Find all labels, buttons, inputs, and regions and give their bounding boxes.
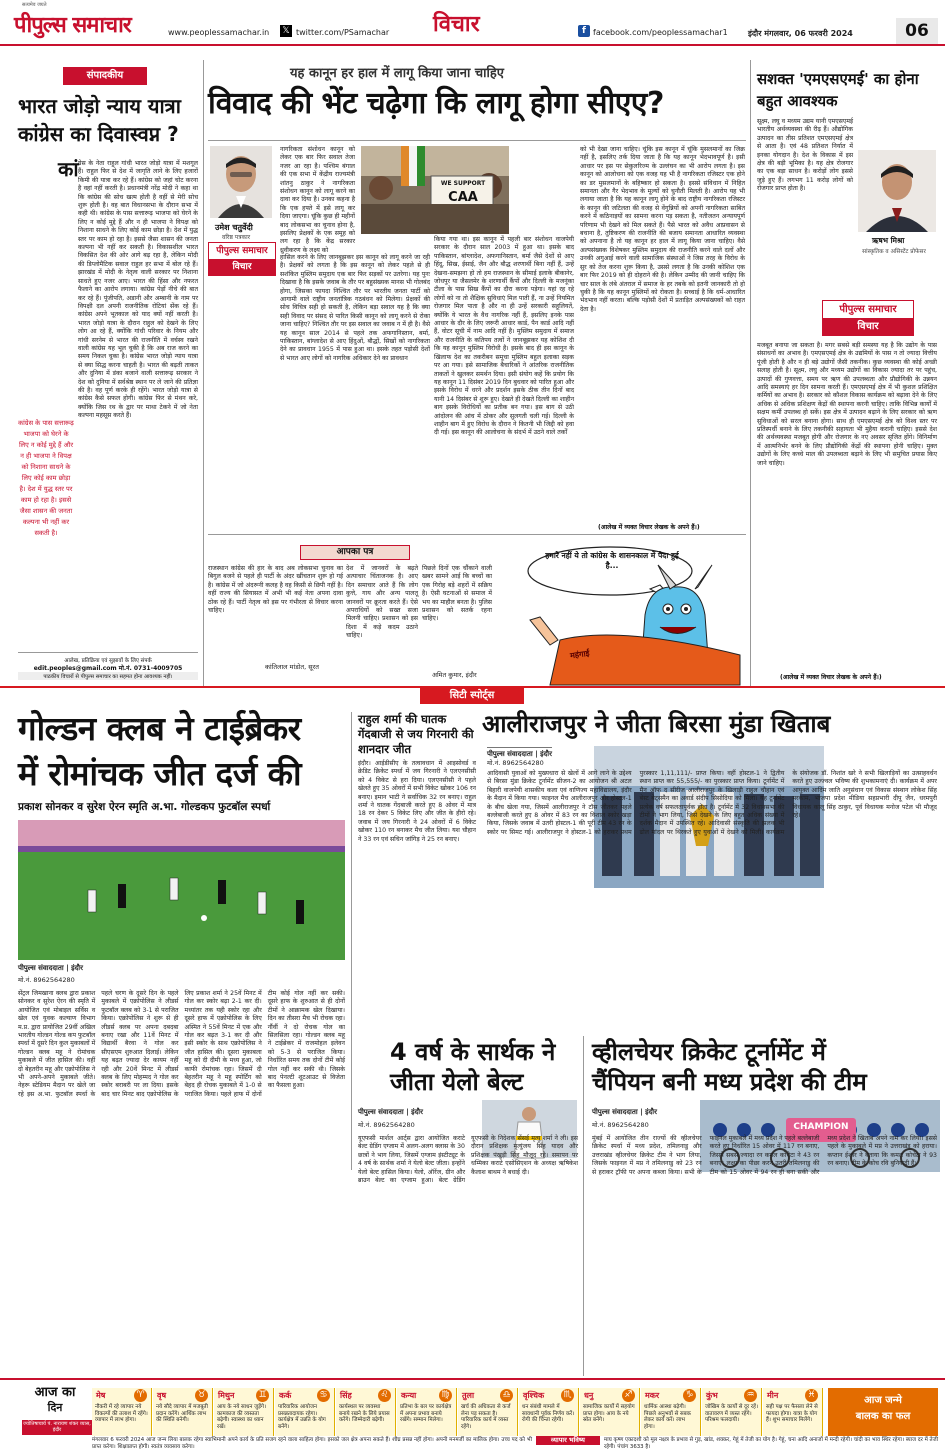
cartoon-saree-text: महंगाई xyxy=(569,648,591,661)
birsa-phone: मो.नं. 8962564280 xyxy=(487,759,544,767)
editorial-dropcap: कां xyxy=(58,157,79,181)
letters-col-2: देश में जानवरों के बढ़ते अत्याचार चिंताजनक है। आए दिन समाचार आते हैं कि लोग कुत्ते, गाय और अन्य पालतू जानवरों पर क्रूरता करते हैं। ऐसे अपराधियों को सख्त सजा मिलनी चाहिए। प्रशासन को इस दिशा में कड़े कदम उठाने चाहिए। xyxy=(346,565,418,640)
football-headline-1: गोल्डन क्लब ने टाईब्रेकर xyxy=(18,709,301,748)
rashi-text: खर्च की अधिकता से कर्ज लेना पड़ सकता है। पारिवारिक कार्य में व्यस्त रहेंगे। xyxy=(461,1404,511,1430)
cancer-icon: ♋ xyxy=(317,1389,330,1402)
msme-badge xyxy=(822,300,914,336)
editorial-title: भारत जोड़ो न्याय यात्रा कांग्रेस का दिवास्वप्न ? xyxy=(18,94,181,146)
rashi-simha xyxy=(336,1388,396,1436)
football-byline-city: इंदौर xyxy=(71,964,83,972)
twitter-link[interactable]: twitter.com/PSamachar xyxy=(296,28,390,37)
lead-author-role: वरिष्ठ पत्रकार xyxy=(222,234,251,241)
birsa-byline: पीपुल्स संवाददाता | इंदौर xyxy=(487,747,552,759)
lead-kicker: यह कानून हर हाल में लागू किया जाना चाहिए xyxy=(290,66,504,81)
msme-note: (आलेख में व्यक्त विचार लेखक के अपने हैं।) xyxy=(780,674,882,681)
rashi-meen xyxy=(763,1388,823,1436)
lead-col-2: हासिल करने के लिए जानबूझकर इस कानून को लागू करने जा रही है। प्रेक्षकों को लगता है कि इस कानून को लेकर पहले से ही सशंकित मुस्लिम समुदाय एक बार फिर सड़कों पर उतरेगा। यह पुनः दिखावा है कि इसके जवाब के तौर पर बहुसंख्यक मानस भी गोलबंद होगा, जिसका फायदा निश्चित तौर पर भारतीय जनता पार्टी को आगामी वाले राष्ट्रीय जनतांत्रिक गठबंधन को मिलेगा। प्रेक्षकों की सोच विचित्र सही हो सकती है, लेकिन बड़ा सवाल यह है कि क्या सही विवाद पर संसद से पारित किसी कानून को लागू करने से रोका जाना चाहिए? निश्चित तौर पर इस सवाल का जवाब न में ही है। वैसे यह कानून साल 2014 से पहले तक अफगानिस्तान, बर्मा, पाकिस्तान, बांग्लादेश से आए हिंदुओं, बौद्धों, सिखों को नागरिकता देने का प्रावधान 1955 में पास हुआ था। इसके तहत पड़ोसी देशों से भारत आए लोगों को नागरिक अधिकार देने का प्रावधान xyxy=(280,254,430,362)
website-link[interactable]: www.peoplessamachar.in xyxy=(168,28,270,37)
rashi-text: प्रतिभा के बल पर कार्यक्षेत्र में अपना प्रभाव बनाये रखेंगे। सम्मान मिलेगा। xyxy=(400,1404,452,1424)
lead-badge-label: विचार xyxy=(209,259,275,275)
lead-col-3: किया गया था। इस कानून में पहली बार संशोधन वाजपेयी सरकार के दौरान साल 2003 में हुआ था। इसके बाद पाकिस्तान, बांग्लादेश, अफगानिस्तान, बर्मा जैसे देशों से आए हिंदू, सिख, ईसाई, जैन और बौद्ध शरणार्थी बिना नहीं हैं, उन्हें देखना-समझना हो तो हम राजस्थान के सीमाई इलाके बीकानेर, जोधपुर या जैसलमेर के शरणार्थी कैंपों और दिल्ली के मजनूंका टीला के पास सिख कैंपों का दौरा करना पड़ेगा। यहां रह रहे लोगों को ना तो शैक्षिक सुविधाएं मिल पाती हैं, ना उन्हें नियमित रोजगार मिल पाता है और ना ही उन्हें सरकारी सहूलियतें, क्योंकि ये भारत के वैध नागरिक नहीं हैं, इसलिए इनके पास आधार के दौर के लिए जरूरी आधार कार्ड, पैन कार्ड आदि नहीं हैं, वोटर सूची में नाम आदि नहीं है। मुस्लिम समुदाय में समाज और राजनीति के कतिपय तत्वों ने जानबूझकर यह कोशिश दी कि यह कानून मुस्लिम विरोधी है। इसके बाद ही इस कानून के खिलाफ देश का तकरीबन समूचा मुस्लिम बहुल इलाका सड़क पर आ गया। इसे सामाजिक बैचारिकों ने आंतरिक राजनीतिक ताकतों ने खुलकर समर्थन दिया। इसी संयोग कहें कि प्रयोग कि यह कानून 11 दिसंबर 2019 दिन बुधवार को पारित हुआ और इसके विरोध में धरने और प्रदर्शन इसके ठीक तीन दिनों बाद यानी 14 दिसंबर से शुरू हुए। देखते ही देखते दिल्ली का शाहीन बाग इसके विरोधियों का प्रतीक बन गया। इस बाग से उठी आंदोलन की आंच में ठोकर और सुलगती चली गई। दिल्ली के शाहीन बाग में हुए विरोध के दौरान ने कितनी भी जिद्दी को हवा दी गई। इस कानून की आलोचना के संदर्भ में उठने वाले तर्कों xyxy=(434,236,574,437)
dateline: इंदौर मंगलवार, 06 फरवरी 2024 xyxy=(748,29,853,38)
rashi-name: तुला xyxy=(462,1391,475,1400)
aquarius-icon: ♒ xyxy=(744,1389,757,1402)
rashi-mithun xyxy=(214,1388,274,1436)
libra-icon: ♎ xyxy=(500,1389,513,1402)
business-text: माघ कृष्ण एकादशी को मूल नक्षत्र के प्रभाव से गुड़, खांड, शक्कर, गेहूं में तेजी का योग है। गेहूं, चना आदि अनाजों में मन्दी रहेगी। चांदी का भाव स्थिर रहेगा। ब्याज दर में तेजी रहेगी। पंचांग 3633 है। xyxy=(604,1437,938,1450)
lead-col-4: को भी देखा जाना चाहिए। चूंकि इस कानून में चूंकि मुसलमानों का जिक्र नहीं है, इसलिए तर्क दिया जाता है कि यह कानून भेदभावपूर्ण है। इसी आधार पर इस पर सेकुलरिज्म के उल्लंघन का भी आरोप लगता है। इस कानून को आलोचना को एक वजह यह भी है नागरिकता रजिस्टर एक होने का डर मुसलमानों के बहिष्कार हो सकता है। इससे संविधान में निहित समानता और गैर भेदभाव के मूल्यों को चुनौती मिलती है। आरोप यह भी लगाया जाता है कि यह कानून लागू होने के बाद राष्ट्रीय नागरिकता रजिस्टर के कानून की जटिलता की वजह से वेंगुन्नियों को अपनी नागरिकता साबित करने में कठिनाइयों का सामना करना पड़ सकता है, नतीजतन अन्यायपूर्ण परिणाम भी देखने को मिल सकते हैं। पैसे भारत को अवैध आप्रवासन से बचाना है, तुष्टिकरण की राजनीति की बजाय समानता आधारित व्यवस्था को अपनाना है तो यह कानून हर हाल में लागू किया जाना चाहिए। वैसे अल्पसंख्यक विशेषकर मुस्लिम समुदाय की राजनीति करने वाले दलों और उनकी अगुआई करने वाली सामाजिक संस्थाओं ने जिस तरह के विरोध के सुर को तेज करना शुरू किया है, उससे लगता है कि उनकी कोशिश एक बार फिर 2019 को ही दोहराने की है। लेकिन उम्मीद की जानी चाहिए कि चार साल के लंबे अंतराल में समाज के हर तबके को इतनी जानकारी तो हो चुकी है कि यह कानून मुस्लिमों को रोकता है। सच्चाई है कि धर्म-आधारित भेदभाव नहीं करता। बल्कि पड़ोसी देशों में प्रताड़ित अल्पसंख्यकों को राहत देता है। xyxy=(580,146,745,313)
msme-badge-logo: पीपुल्स समाचार xyxy=(839,304,897,315)
rashi-text: धार्मिक आस्था बढ़ेगी। पिछले अनुभवों से सबक लेकर कार्य करें। लाभ होगा। xyxy=(644,1404,691,1430)
msme-headline: सशक्त 'एमएसएमई' का होना बहुत आवश्यक xyxy=(757,70,919,110)
lead-headline: विवाद की भेंट चढ़ेगा कि लागू होगा सीएए? xyxy=(208,86,664,121)
rashi-text: नये सौदे व्यापार में मजबूती प्रदान करेंगे। आर्थिक लाभ की स्थिति बनेगी। xyxy=(156,1404,208,1424)
rashi-vrishchik xyxy=(519,1388,579,1436)
rashi-name: कर्क xyxy=(279,1391,292,1400)
rashi-text: धन संबंधी मामले में सावधानी पूर्वक निर्णय करें। रोगी की चिन्ता रहेगी। xyxy=(522,1404,575,1424)
business-label: व्यापार भविष्य xyxy=(536,1436,600,1445)
rashi-name: वृश्चिक xyxy=(523,1391,545,1400)
msme-badge-label: विचार xyxy=(823,318,913,335)
lead-badge xyxy=(208,242,276,276)
birth-text: मंगलवार 6 फरवरी 2024 आज जन्म लिया बालक रहेगा स्वाभिमानी अपने कार्य के प्रति सजग रहने वाला साहित्य होगा। इसको जल क्षेत्र अपना सकते हैं। शीघ्र प्रसन्न नहीं होगा। अपनी मनमर्जी का मालिक होगा। उच्च पद को भी प्राप्त करेगा। शिक्षाप्राप्त होगी। स्वतंत्र व्यवसाय करेगा। xyxy=(92,1437,532,1450)
page-number: 06 xyxy=(896,18,938,44)
editorial-label: संपादकीय xyxy=(63,67,147,85)
rashi-vrish xyxy=(153,1388,213,1436)
pisces-icon: ♓ xyxy=(805,1389,818,1402)
footer-line-1: आलेख, प्रतिक्रिया एवं सुझावों के लिए संपर्क xyxy=(64,658,152,664)
rashi-name: मकर xyxy=(645,1391,660,1400)
birsa-byline-name: पीपुल्स संवाददाता xyxy=(487,750,533,758)
footer-email[interactable]: edit.peoples@gmail.com मो.नं. 0731-4009705 xyxy=(33,665,183,672)
rashifal-title-2: दिन xyxy=(47,1401,63,1414)
karate-byline-city: इंदौर xyxy=(411,1108,423,1116)
rashi-text: सही पक्ष पर फैसला लेने से फायदा होगा। यात्रा के योग हैं। शुभ समाचार मिलेंगे। xyxy=(766,1404,818,1424)
wheelchair-byline-name: पीपुल्स संवाददाता xyxy=(592,1108,638,1116)
rashi-dhanu xyxy=(580,1388,640,1436)
placard-line-2: CAA xyxy=(448,190,478,205)
cartoon-bubble: हमारे नहीं ये तो कांग्रेस के शासनकाल में पैदा हुई है... xyxy=(545,551,679,570)
rashifal-title-box xyxy=(20,1384,90,1420)
rashi-text: पारिवारिक आयोजन प्रसन्नतादायक रहेगा। कार्यक्षेत्र में उन्नति के योग बनेंगे। xyxy=(278,1404,326,1430)
placard-line-1: WE SUPPORT xyxy=(440,180,486,187)
facebook-link[interactable]: facebook.com/peoplessamachar1 xyxy=(593,28,728,37)
author-photo xyxy=(210,146,272,218)
rashi-kanya xyxy=(397,1388,457,1436)
letters-sign-2: अमित कुमार, इंदौर xyxy=(432,671,477,679)
football-subhead: प्रकाश सोनकर व सुरेश ऐरन स्मृति अ.भा. गोल्डकप फुटबॉल स्पर्धा xyxy=(18,801,271,813)
editorial-footer xyxy=(18,652,198,688)
cricket-body: इंदौर। आईडीसीए के तत्वावधान में आइसोवर्ड व क्रेडिट क्रिकेट स्पर्धा में जय गिरनारी ने एलएनसीसी को 4 विकेट से हरा दिया। एलएनसीसी ने पहले खेलते हुए 35 ओवरों में सभी विकेट खोकर 106 रन बनाए। इमान भाटी ने सर्वाधिक 32 रन बनाए। राहुल शर्मा ने घातक गेंदबाजी करते हुए 8 ओवर में मात्र 18 रन देकर 5 विकेट लिए और जीत के हीरो रहे। जवाब में जय गिरनारी ने 24 ओवरों में 6 विकेट खोकर 110 रन बनाकर मैच जीत लिया। यश चौहान ने 33 रन एवं सचिन जांगिड़ ने 25 रन बनाए। xyxy=(358,760,476,843)
section-title: विचार xyxy=(433,12,480,37)
football-photo xyxy=(18,820,345,960)
birsa-body: आदिवासी युवाओं को मुख्यधारा से खेलों में आगे लाने के उद्देश्य से बिरसा मुंडा क्रिकेट टूर्नामेंट सीजन-2 का आयोजन श्री अटल बिहारी वाजपेयी शासकीय कला एवं वाणिज्य महाविद्यालय, इंदौर के मैदान में किया गया। फाइनल मैच आलीराजपुर और होस्टल-1 के बीच खेला गया, जिसमें आलीराजपुर ने टॉस जीतकर पहले बल्लेबाजी करते हुए 8 ओवर में 83 रन का विशाल स्कोर खड़ा किया, जिसके जवाब में उतरी होस्टल-1 की पूरी टीम 43 रन के स्कोर पर सिमट गई। आलीराजपुर ने होस्टल-1 को हराकर प्रथम पुरस्कार 1,11,111/- प्राप्त किया। वहीं होस्टल-1 ने द्वितीय स्थान प्राप्त कर 55,555/- का पुरस्कार प्राप्त किया। टूर्नामेंट में मैन ऑफ द सीरीज आलीराजपुर के खिलाड़ी राहुल चौहान एवं बेस्ट बेट्समैन का अवार्ड संदीप सिसोदिया को मिला। यह टूर्नामेंट प्रत्येक वर्ष सफलतापूर्वक होता है। टूर्नामेंट में 32 विधानसभा की टीमों ने भाग लिया, जिसे देखने के लिए बहुत अधिक संख्या में दर्शक मैदान में उपस्थित रहे। आदिवासी संस्कृति की झलक भी ढोल मांदल पर थिरकते हुए युवाओं में देखने को मिली। कार्यक्रम के संयोजक डॉ. निशांत खरे ने सभी खिलाड़ियों का उत्साहवर्धन करते हुए उज्ज्वल भविष्य की शुभकामनाएं दी। कार्यक्रम में अपर आयुक्त आदिम जाति अनुसंधान एवं विकास संस्थान लोकेश सिंह मरकाम, भाजपा प्रदेश मीडिया सहप्रभारी दीपू जैन, धरमपुरी विधायक कालू सिंह ठाकुर, पूर्व विधायक मनोज पटेल भी मौजूद रहे। xyxy=(487,770,937,836)
birsa-byline-city: इंदौर xyxy=(540,750,552,758)
rashi-name: कन्या xyxy=(401,1391,417,1400)
wheelchair-photo-banner: CHAMPION xyxy=(793,1122,849,1132)
masthead-logo[interactable]: पीपुल्स समाचार xyxy=(14,13,131,38)
football-byline-name: पीपुल्स संवाददाता xyxy=(18,964,64,972)
rashi-mesh xyxy=(92,1388,152,1436)
lead-badge-logo: पीपुल्स समाचार xyxy=(216,246,268,256)
karate-phone: मो.नं. 8962564280 xyxy=(358,1121,415,1129)
capricorn-icon: ♑ xyxy=(683,1389,696,1402)
msme-author-role: सांस्कृतिक व असिस्टेंट प्रोफेसर xyxy=(862,249,926,255)
rashi-text: नौकरी में रहे व्यापार नये विकल्पों की तलाश में रहेंगे। व्यापार में लाभ होगा। xyxy=(95,1404,148,1424)
rashi-makar xyxy=(641,1388,701,1436)
football-phone: मो.नं. 8962564280 xyxy=(18,976,75,984)
editorial-pullquote: कांग्रेस के पास सत्तारूढ़ भाजपा को घेरने के लिए न कोई मुद्दे हैं और न ही भाजपा ने विपक्ष को निशाना साधने के लिए कोई काम छोड़ा है। देश में युद्ध स्तर पर काम हो रहा है। इससे जैसा शासन की जनता कल्पना भी नहीं कर सकती है। xyxy=(18,419,74,537)
cricket-headline: राहुल शर्मा की घातक गेंदबाजी से जय गिरनारी की शानदार जीत xyxy=(358,712,474,756)
masthead-tagline: सत्यमेव जयते xyxy=(22,2,47,8)
rashi-name: वृष xyxy=(157,1391,167,1400)
wheelchair-headline-2: चैंपियन बनी मध्य प्रदेश की टीम xyxy=(592,1068,867,1096)
football-byline: पीपुल्स संवाददाता | इंदौर xyxy=(18,964,83,972)
birth-title-2: बालक का फल xyxy=(855,1411,911,1422)
football-body: सेंट्रल जिमखाना क्लब द्वारा प्रकाश सोनकर व सुरेश ऐरन की स्मृति में आयोजित एवं मोबाइल सर्विस व खेल एवं युवक कल्याण विभाग म.प्र. द्वारा प्रायोजित 29वीं अखिल भारतीय गोल्डन गोल्ड कप फुटबॉल स्पर्धा में दूसरे दिन कुल मुकाबलों में गोल्डन क्लब महू ने रोमांचक मुकाबले में जीत हासिल की। वहीं दो बेहतरीन महू और एक्रोपोलिस ने भी अपने-अपने मुकाबले जीते। नेहरू स्टेडियम मैदान पर खेले जा रहे इस अ.भा. फुटबॉल स्पर्धा के पहले चरण के दूसरे दिन के पहले मुकाबले में एक्रोपोलिस ने लीडर्स फुटबॉल क्लब को 3-1 से पराजित किया। एक्रोपोलिस ने शुरू से ही लीडर्स क्लब पर अपना दबदबा बनाए रखा और 11वें मिनट में विद्यार्थी बैरवा ने गोल कर सीएसएम शुरुआत दिलाई। लेकिन यह बढ़त ज्यादा देर कायम नहीं रही और 20वें मिनट में लीडर्स क्लब के लिए मोहम्मद ने गोल कर स्कोर बराबरी पर ला दिया। इसके बाद चार मिनट बाद एक्रोपोलिस के लिए प्रकाश शर्मा ने 25वें मिनट में गोल कर स्कोर बढ़ा 2-1 कर दी। मध्यांतर तक यही स्कोर रहा और दूसरे हाफ में एक्रोपोलिस के लिए अस्मित ने 55वें मिनट में एक और गोल कर बढ़त 3-1 कर दी और इसी स्कोर के साथ एक्रोपोलिस ने जीत हासिल की। दूसरा मुकाबला महू को दी दीमी के मध्य हुआ, जो काफी रोमांचक रहा। जिसमें दी बेहतरीन महू ने महू स्पोर्टिंग को बेहद ही रोचक मुकाबले में 1-0 से पराजित किया। पहले हाफ में दोनों टीम कोई गोल नहीं कर सकी। दूसरे हाफ के शुरुआत से ही दोनों टीमों ने आक्रामक खेल दिखाया। दिन का तीसरा मैच भी रोचक रहा। नौंवीं ने दो रोचक गोल का सिलसिला रहा। गोल्डन क्लब महू ने टाईब्रेकर में राजमोहल इलेवन को 5-3 से पराजित किया। निर्धारित समय तक दोनों टीमें कोई गोल नहीं कर सकी थी। जिसके बाद पेनल्टी शूटआउट से विजेता का फैसला हुआ। xyxy=(18,990,345,1098)
karate-headline-2: जीता येलो बेल्ट xyxy=(390,1068,524,1096)
virgo-icon: ♍ xyxy=(439,1389,452,1402)
rashifal-title-1: आज का xyxy=(34,1385,76,1400)
birsa-headline: आलीराजपुर ने जीता बिरसा मुंडा खिताब xyxy=(482,710,831,738)
lead-col-1: नागरिकता संशोधन कानून को लेकर एक बार फिर सवाल तेजा नजर आ रहा है। पश्चिम बंगाल की एक सभा में केंद्रीय राज्यमंत्री शांतनु ठाकुर ने नागरिकता संशोधन कानून को लागू करने का दावा कर दिया है। उनका कहना है कि एक हफ्ते में इसे लागू कर दिया जाएगा। चूंकि कुछ ही महीनों बाद लोकसभा का चुनाव होना है, इसलिए प्रेक्षकों के एक समूह को लग रहा है कि केंद्र सरकार ध्रुवीकरण के लक्ष्य को xyxy=(280,146,355,254)
rashi-name: मिथुन xyxy=(218,1391,235,1400)
karate-byline: पीपुल्स संवाददाता | इंदौर xyxy=(358,1108,423,1116)
rashi-kark xyxy=(275,1388,335,1436)
rashi-text: सामाजिक कार्यों में सहयोग प्राप्त होगा। आय के नये स्रोत बनेंगे। xyxy=(583,1404,635,1424)
karate-headline-1: 4 वर्ष के सार्थक ने xyxy=(390,1038,556,1066)
rashi-text: आय के नये साधन जुड़ेंगे। कामकाज की व्यस्तता बढ़ेगी। स्वास्थ्य का ध्यान रखें। xyxy=(217,1404,267,1430)
letters-title: आपका पत्र xyxy=(300,545,410,560)
football-headline-2: में रोमांचक जीत दर्ज की xyxy=(18,754,302,793)
sports-bar xyxy=(0,686,945,704)
x-icon: 𝕏 xyxy=(280,25,292,37)
karate-body: यूएफसी मार्शल आर्ट्स द्वारा आयोजित कराटे बेल्ट ग्रेडिंग एग्जाम में अलग-अलग क्लास के 30 छात्रों ने भाग लिया, जिसमें एग्जाम इंस्टीट्यूट के 4 वर्ष के सार्थक शर्मा ने येलो बेल्ट जीता। इन्होंने येलो बेल्ट हासिल किया। येलो, ऑरेंज, ग्रीन और ब्राउन बेल्ट का एग्जाम हुआ। बेल्ट ग्रेडिंग यूएफसी के निदेशक सेंसई मृत्यु शर्मा ने ली। इस दौरान प्रशिक्षक मृत्युंजय सिंह यादव और प्रशिक्षक पंखुड़ी सिंह मौजूद रहे। समापन पर धम्मिका कराटे एसोसिएशन के अध्यक्ष ऋषिकेश कैलाश बाथम ने बधाई दी। xyxy=(358,1135,578,1185)
leo-icon: ♌ xyxy=(378,1389,391,1402)
masthead xyxy=(0,0,945,46)
editorial-body: ग्रेस के नेता राहुल गांधी भारत जोड़ो यात्रा में मशगूल हैं। राहुल फिर से देश में जागृति लाने के लिए हजारों किमी की यात्रा कर रहे हैं। कांग्रेस को जहां चोट करना है वहां नहीं करती है। प्रधानमंत्री नरेंद्र मोदी ने कहा था कि कांग्रेस की सोच खत्म होती है वहीं से मेरी सोच शुरू होती है। वह बात विधानसभा के दौरान सभा में कही थी। कांग्रेस के पास सत्तारूढ़ भाजपा को घेरने के लिए न कोई मुद्दे हैं और न ही भाजपा ने विपक्ष को निशाना साधने के लिए कोई काम छोड़ा है। देश में युद्ध स्तर पर काम हो रहा है। इससे जैसा शासन की जनता कल्पना भी नहीं कर सकती है। विकासशील भारत विकसित देश की ओर आगे बढ़ रहा है, लेकिन मोदी की डिप्लोमैटिक सवाल राहुल हर सभा में बोल रहे हैं। झारखंड में मोदी के नेतृत्व वाली सरकार पर निशाना साधते हुए नजर आए। भारत की हिंसा और नफरत फैलाने का आरोप लगाया। कांग्रेस पेड़ों नीचे की बात कर रहे हैं। पूंजीपति, अडानी और अम्बानी के नाम पर विपक्षी दल अपनी राजनीतिक रोटियां सेंक रहे हैं। कांग्रेस अपने भूतकाल को याद क्यों नहीं करती है। भारत जोड़ो यात्रा के दौरान राहुल को देखने के लिए लोग आ रहे हैं, क्योंकि गांधी परिवार के नियम और गांधी सरनेम से भारत की राजनीति में वर्चस्व रखने वाली कांग्रेस यह भूल चुकी है कि अब राज करने का समय निकल चुका है। कांग्रेस भारत जोड़ो न्याय यात्रा से क्या सिद्ध करना चाहती है। भारत की बढ़ती ताकत और दुनिया में डंका बजाने वाली सत्तारूढ़ सरकार ने देश को दुनिया में सर्वश्रेष्ठ स्थान पर ले जाने की प्रतिज्ञा की है। वह पूर्ण करके ही रहेंगे। भारत जोड़ो यात्रा से कांग्रेस कैसे सफल होगी। कांग्रेस फिर से मंथन करे, क्योंकि जिस रथ के द्वार पर माथा टेकने में जो नेता कल्पना महसूस करते हैं। xyxy=(78,160,198,420)
rashi-name: सिंह xyxy=(340,1391,352,1400)
wheelchair-byline-city: इंदौर xyxy=(645,1108,657,1116)
rashi-name: धनु xyxy=(584,1391,594,1400)
wheelchair-body: मुंबई में आयोजित तीन राज्यों की व्हीलचेयर क्रिकेट स्पर्धा में मध्य प्रदेश, तमिलनाडु और उत्तराखंड व्हीलचेयर क्रिकेट टीम ने भाग लिया, जिसके फाइनल में मप्र ने तमिलनाडु को 23 रन से हराकर ट्रॉफी पर अपना कब्जा किया। सभी के फाइनल मुकाबले में मध्य प्रदेश ने पहले बल्लेबाजी करते हुए निर्धारित 15 ओवर में 117 रन बनाए, जिसमें सबसे ज्यादा रन कमल कोचेटा ने 43 रन बनाए। लक्ष्य का पीछा करने उतरी तमिलनाडु की टीम को 15 ओवर में 94 रन ही बना सकी और मध्य प्रदेश ने खिताब अपने नाम कर लिया। इससे पहले के मुकाबले में मप्र ने उत्तराखंड को हराया। कप्तान ईश्वर ने बताया कि कमल कोचेटा ने 93 रन बनाए। टीम के कोच रवि बुनियादी हैं। xyxy=(592,1135,937,1176)
cartoon xyxy=(500,545,745,685)
taurus-icon: ♉ xyxy=(195,1389,208,1402)
rashi-text: कार्यस्थल पर व्यवस्था बनाये रखने के लिये प्रयास करेंगे। जिम्मेदारी बढ़ेगी। xyxy=(339,1404,390,1424)
facebook-icon: f xyxy=(578,25,590,37)
rashi-kumbh xyxy=(702,1388,762,1436)
msme-author-name: ऋषभ मिश्रा xyxy=(872,236,905,245)
letters-col-1: राजस्थान कांग्रेस की हार के बाद अब लोकसभा चुनाव का बिगुल बजने से पहले ही पार्टी के अंदर खींचतान शुरू हो गई है। कांग्रेस में जो अंदरूनी कलह है वह किसी से छिपी नहीं है। वहीं राज्य की सियासत में अभी भी कई नेता अपना दावा ठोक रहे हैं। पार्टी नेतृत्व को इस पर गंभीरता से विचार करना चाहिए। xyxy=(208,565,343,615)
letters-col-3: पिछले दिनों एक चौंकाने वाली खबर सामने आई कि बच्चों का एक गिरोह बड़े शहरों में सक्रिय है। ऐसी घटनाओं से समाज में भय का माहौल बनता है। पुलिस प्रशासन को सतर्क रहना चाहिए। xyxy=(422,565,492,623)
rashi-tula xyxy=(458,1388,518,1436)
wheelchair-phone: मो.नं. 8962564280 xyxy=(592,1121,649,1129)
wheelchair-headline-1: व्हीलचेयर क्रिकेट टूर्नामेंट में xyxy=(592,1038,826,1066)
caa-protest-photo xyxy=(361,146,509,234)
msme-body: मजबूत बनाया जा सकता है। मगर सबसे बड़ी समस्या यह है कि उद्योग के पास संसाधनों का अभाव है। एमएसएमई क्षेत्र के उद्यमियों के पास न तो ज्यादा वित्तीय पूंजी होती है और न ही बड़े उद्योगों जैसी तकनीक। कुछ व्यवस्था की कोई अच्छी सलाह होती है। सूक्ष्म, लघु और मध्यम उद्योगों का विकास ज्यादा तर पर पहुंच, उत्पादों की गुणवत्ता, समय पर ऋण की उपलब्धता और प्रौद्योगिकी के उन्नयन आदि समस्याएं हर दिन सामना करती हैं। एमएसएमई क्षेत्र में भी कुशल प्रशिक्षित कर्मियों का अभाव है। सरकार को कौशल विकास कार्यक्रम को बढ़ावा देने के लिए अधिक से अधिक प्रशिक्षण केंद्रों की स्थापना करनी चाहिए। ताकि विभिन्न कार्यों में सक्षम कर्मी उपलब्ध हो सकें। इस क्षेत्र में उत्पादन बढ़ाने के लिए सरकार को ऋण सुविधाओं को सरल बनाना होगा। साथ ही एमएसएमई क्षेत्र को विश्व स्तर पर प्रतिस्पर्धी बनाने के लिए तकनीकी सहायता भी मुहैया करानी चाहिए। इससे देश की अर्थव्यवस्था मजबूत होगी और रोजगार के नए अवसर सृजित होंगे। विनिर्माण में आत्मनिर्भर बनने के लिए प्रौद्योगिकी केंद्रों की स्थापना होनी चाहिए। मुक्त उद्योगों के लिए कच्चे माल की उपलब्धता बढ़ाने के लिए भी समुचित प्रयास किए जाने चाहिए। xyxy=(757,342,937,467)
footer-disclaimer: पाठकीय विचारों से पीपुल्स समाचार का सहमत होना आवश्यक नहीं। xyxy=(18,672,198,680)
rashi-name: कुंभ xyxy=(706,1391,718,1400)
birth-box xyxy=(828,1388,938,1436)
msme-intro: सूक्ष्म, लघु व मध्यम उद्यम यानी एमएसएमई भारतीय अर्थव्यवस्था की रीढ़ हैं। औद्योगिक उत्पादन का तीस प्रतिशत एमएसएमई क्षेत्र से आता है। एवं 48 प्रतिशत निर्यात में इनका योगदान है। देश के विकास में इस क्षेत्र की बड़ी भूमिका है। यह क्षेत्र रोजगार का एक बड़ा साधन है। करोड़ों लोग इससे जुड़े हुए हैं। लगभग 11 करोड़ लोगों को रोजगार प्राप्त होता है। xyxy=(757,118,853,193)
rashi-name: मेष xyxy=(96,1391,106,1400)
sagittarius-icon: ♐ xyxy=(622,1389,635,1402)
karate-byline-name: पीपुल्स संवाददाता xyxy=(358,1108,404,1116)
letters-sign-1: कांतिलाल मांडोत, सूरत xyxy=(265,663,319,671)
rashi-name: मीन xyxy=(767,1391,779,1400)
wheelchair-byline: पीपुल्स संवाददाता | इंदौर xyxy=(592,1108,657,1116)
lead-author-name: उमेश चतुर्वेदी xyxy=(215,223,253,232)
scorpio-icon: ♏ xyxy=(561,1389,574,1402)
rashi-text: जोखिम के कार्यों से दूर रहें। वातावरण में व्यस्त रहेंगे। परिश्रम फलदायी। xyxy=(705,1404,759,1424)
birth-title-1: आज जन्मे xyxy=(864,1395,902,1406)
msme-author-photo xyxy=(858,150,936,232)
sports-bar-label: सिटी स्पोर्ट्स xyxy=(420,688,524,704)
lead-note: (आलेख में व्यक्त विचार लेखक के अपने हैं।) xyxy=(598,524,700,531)
rashifal-astrologer: ज्योतिषाचार्य पं. नारायण शंकर व्यास, इंदौर xyxy=(23,1421,91,1434)
gemini-icon: ♊ xyxy=(256,1389,269,1402)
aries-icon: ♈ xyxy=(134,1389,147,1402)
